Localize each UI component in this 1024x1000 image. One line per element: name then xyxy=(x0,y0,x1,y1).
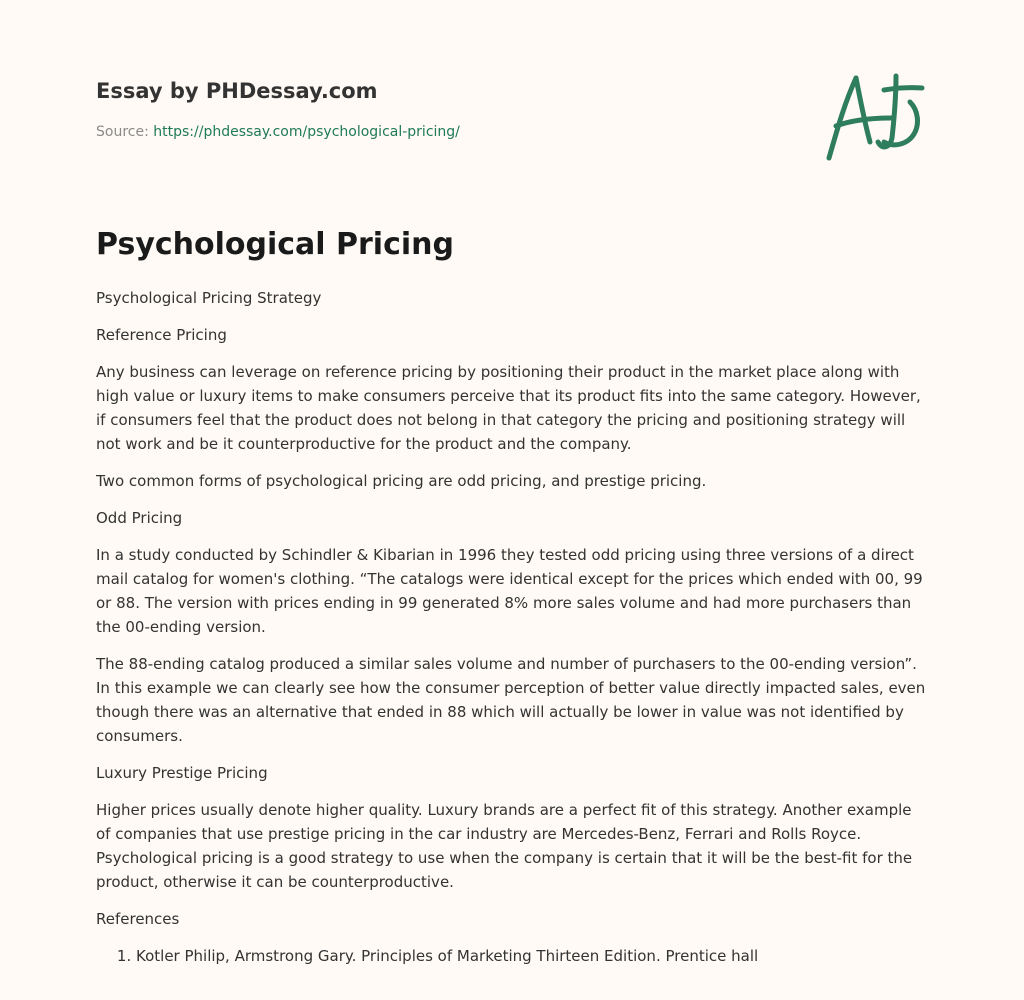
subheading-reference-pricing: Reference Pricing xyxy=(96,326,227,344)
source-line xyxy=(96,122,460,142)
subheading-strategy: Psychological Pricing Strategy xyxy=(96,289,322,307)
paragraph-reference-pricing: Any business can leverage on reference pricing by positioning their product in the market place along with high value or luxury items to make consumers perceive that its product fits into the same category. However, if consumers feel that the product does not belong in that category the pricing and positioning strategy will not work and be it counterproductive for the product and the company. xyxy=(96,363,921,453)
paragraph-odd-pricing-result: The 88-ending catalog produced a similar sales volume and number of purchasers to the 00-ending version”. In this example we can clearly see how the consumer perception of better value directly impacted sales, even though there was an alternative that ended in 88 which will actually be lower in value was not identified by consumers. xyxy=(96,655,926,745)
a-plus-logo-icon xyxy=(822,68,926,164)
subheading-prestige-pricing: Luxury Prestige Pricing xyxy=(96,764,268,782)
reference-item: 1. Kotler Philip, Armstrong Gary. Principles of Marketing Thirteen Edition. Prentice hall xyxy=(136,944,928,968)
references-list xyxy=(96,944,928,968)
subheading-references: References xyxy=(96,910,180,928)
essay-body xyxy=(96,286,928,968)
subheading-odd-pricing: Odd Pricing xyxy=(96,509,183,527)
site-title: Essay by PHDessay.com xyxy=(96,79,378,103)
paragraph-odd-pricing-study: In a study conducted by Schindler & Kibarian in 1996 they tested odd pricing using three versions of a direct mail catalog for women's clothing. “The catalogs were identical except for the prices which ended with 00, 99 or 88. The version with prices ending in 99 generated 8% more sales volume and had more purchasers than the 00-ending version. xyxy=(96,546,923,636)
source-link[interactable]: https://phdessay.com/psychological-pricing/ xyxy=(153,124,460,140)
essay-title: Psychological Pricing xyxy=(96,227,454,262)
source-label: Source: xyxy=(96,124,154,140)
paragraph-common-forms: Two common forms of psychological pricing are odd pricing, and prestige pricing. xyxy=(96,472,707,490)
paragraph-prestige-pricing: Higher prices usually denote higher quality. Luxury brands are a perfect fit of this strategy. Another example of companies that use prestige pricing in the car industry are Mercedes-Benz, Ferrari and Rolls Royce. Psychological pricing is a good strategy to use when the company is certain that it will be the best-fit for the product, otherwise it can be counterproductive. xyxy=(96,801,913,891)
